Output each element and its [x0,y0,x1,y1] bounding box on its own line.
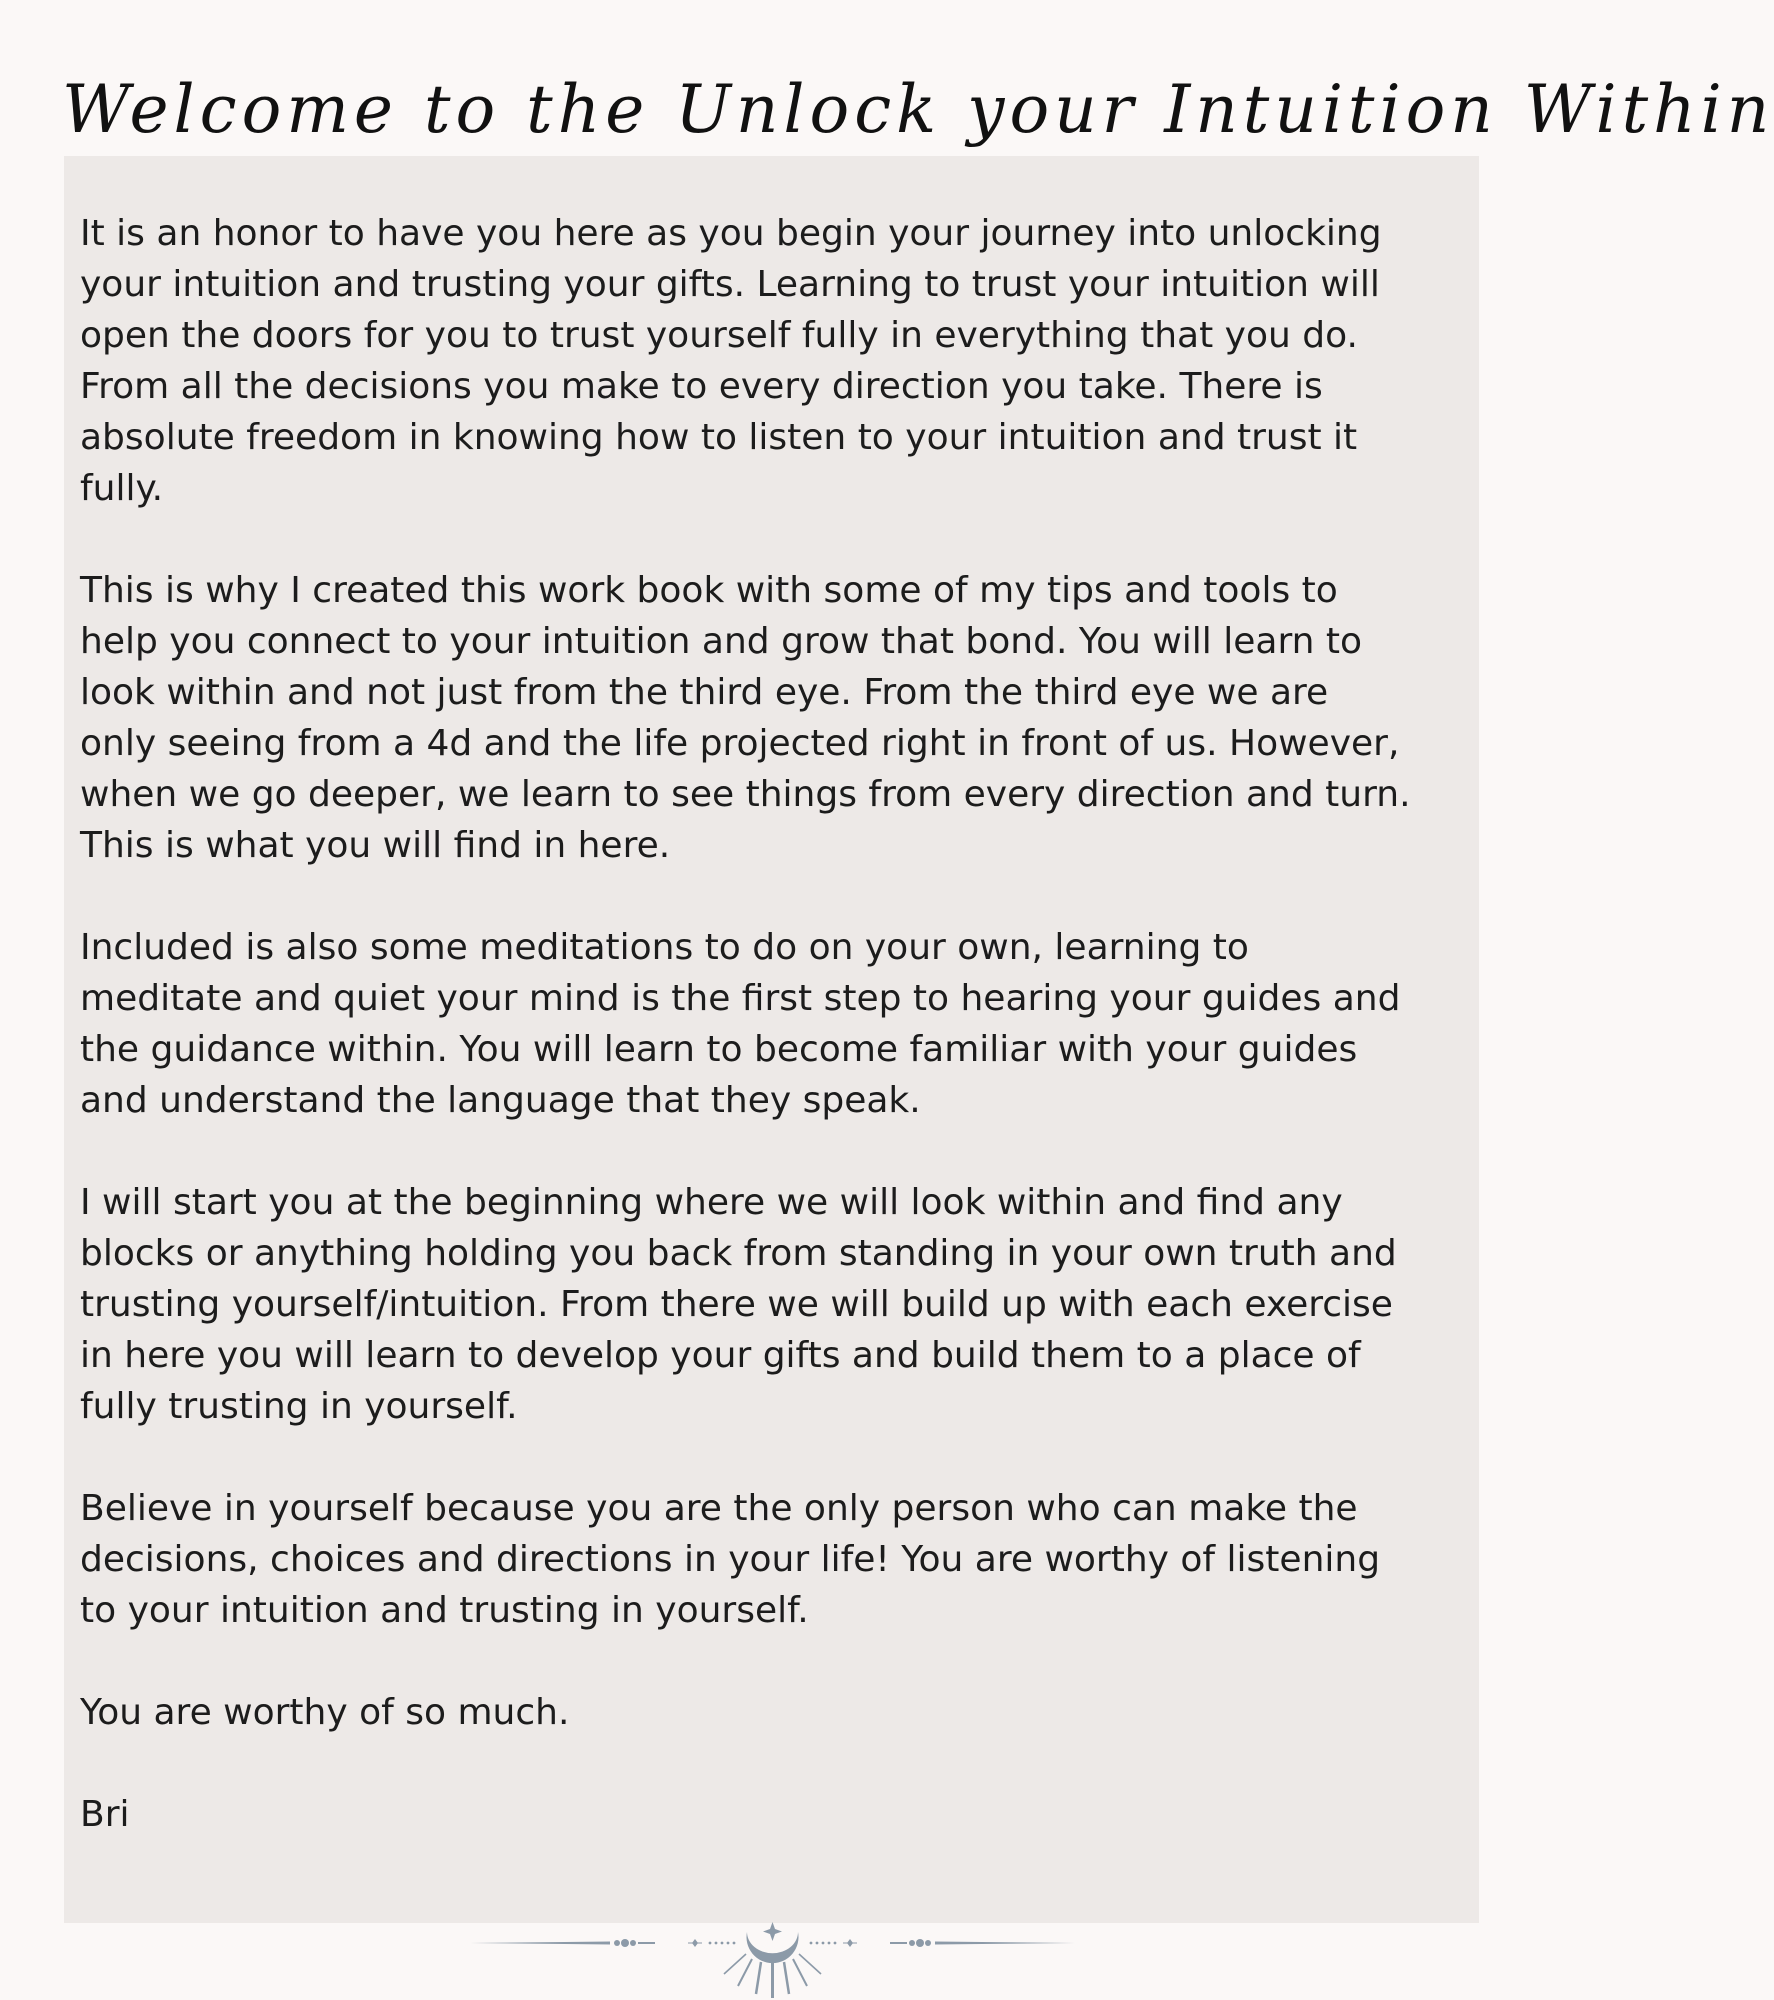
letter-signature: Bri [80,1794,130,1835]
letter-paragraph-worthy: You are worthy of so much. [80,1692,570,1733]
letter-paragraph-workbook: This is why I created this work book with some of my tips and tools to help you connect to your intuition and grow that bond. You will learn to look within and not just from the third eye. From the third eye we are only seeing from a 4d and the life projected right in front of us. However, when we go deeper, we learn to see things from every direction and turn. This is what you will find in here. [80,570,1411,866]
letter-body [80,208,1470,1891]
letter-paragraph-meditations: Included is also some meditations to do on your own, learning to meditate and quiet your mind is the first step to hearing your guides and the guidance within. You will learn to become familiar with your guides and understand the language that they speak. [80,927,1401,1121]
letter-paragraph-intro: It is an honor to have you here as you begin your journey into unlocking your intuition and trusting your gifts. Learning to trust your intuition will open the doors for you to trust yourself fully in everything that you do. From all the decisions you make to every direction you take. There is absolute freedom in knowing how to listen to your intuition and trust it fully. [80,213,1382,509]
letter-panel [64,156,1479,1923]
letter-paragraph-beginning: I will start you at the beginning where we will look within and find any blocks or anything holding you back from standing in your own truth and trusting yourself/intuition. From there we will build up with each exercise in here you will learn to develop your gifts and build them to a place of fully trusting in yourself. [80,1182,1397,1427]
letter-paragraph-believe: Believe in yourself because you are the only person who can make the decisions, choices and directions in your life! You are worthy of listening to your intuition and trusting in yourself. [80,1488,1381,1631]
page-title: Welcome to the Unlock your Intuition Within [62,71,1774,148]
crescent-moon-sunburst-icon [470,1922,1075,2000]
